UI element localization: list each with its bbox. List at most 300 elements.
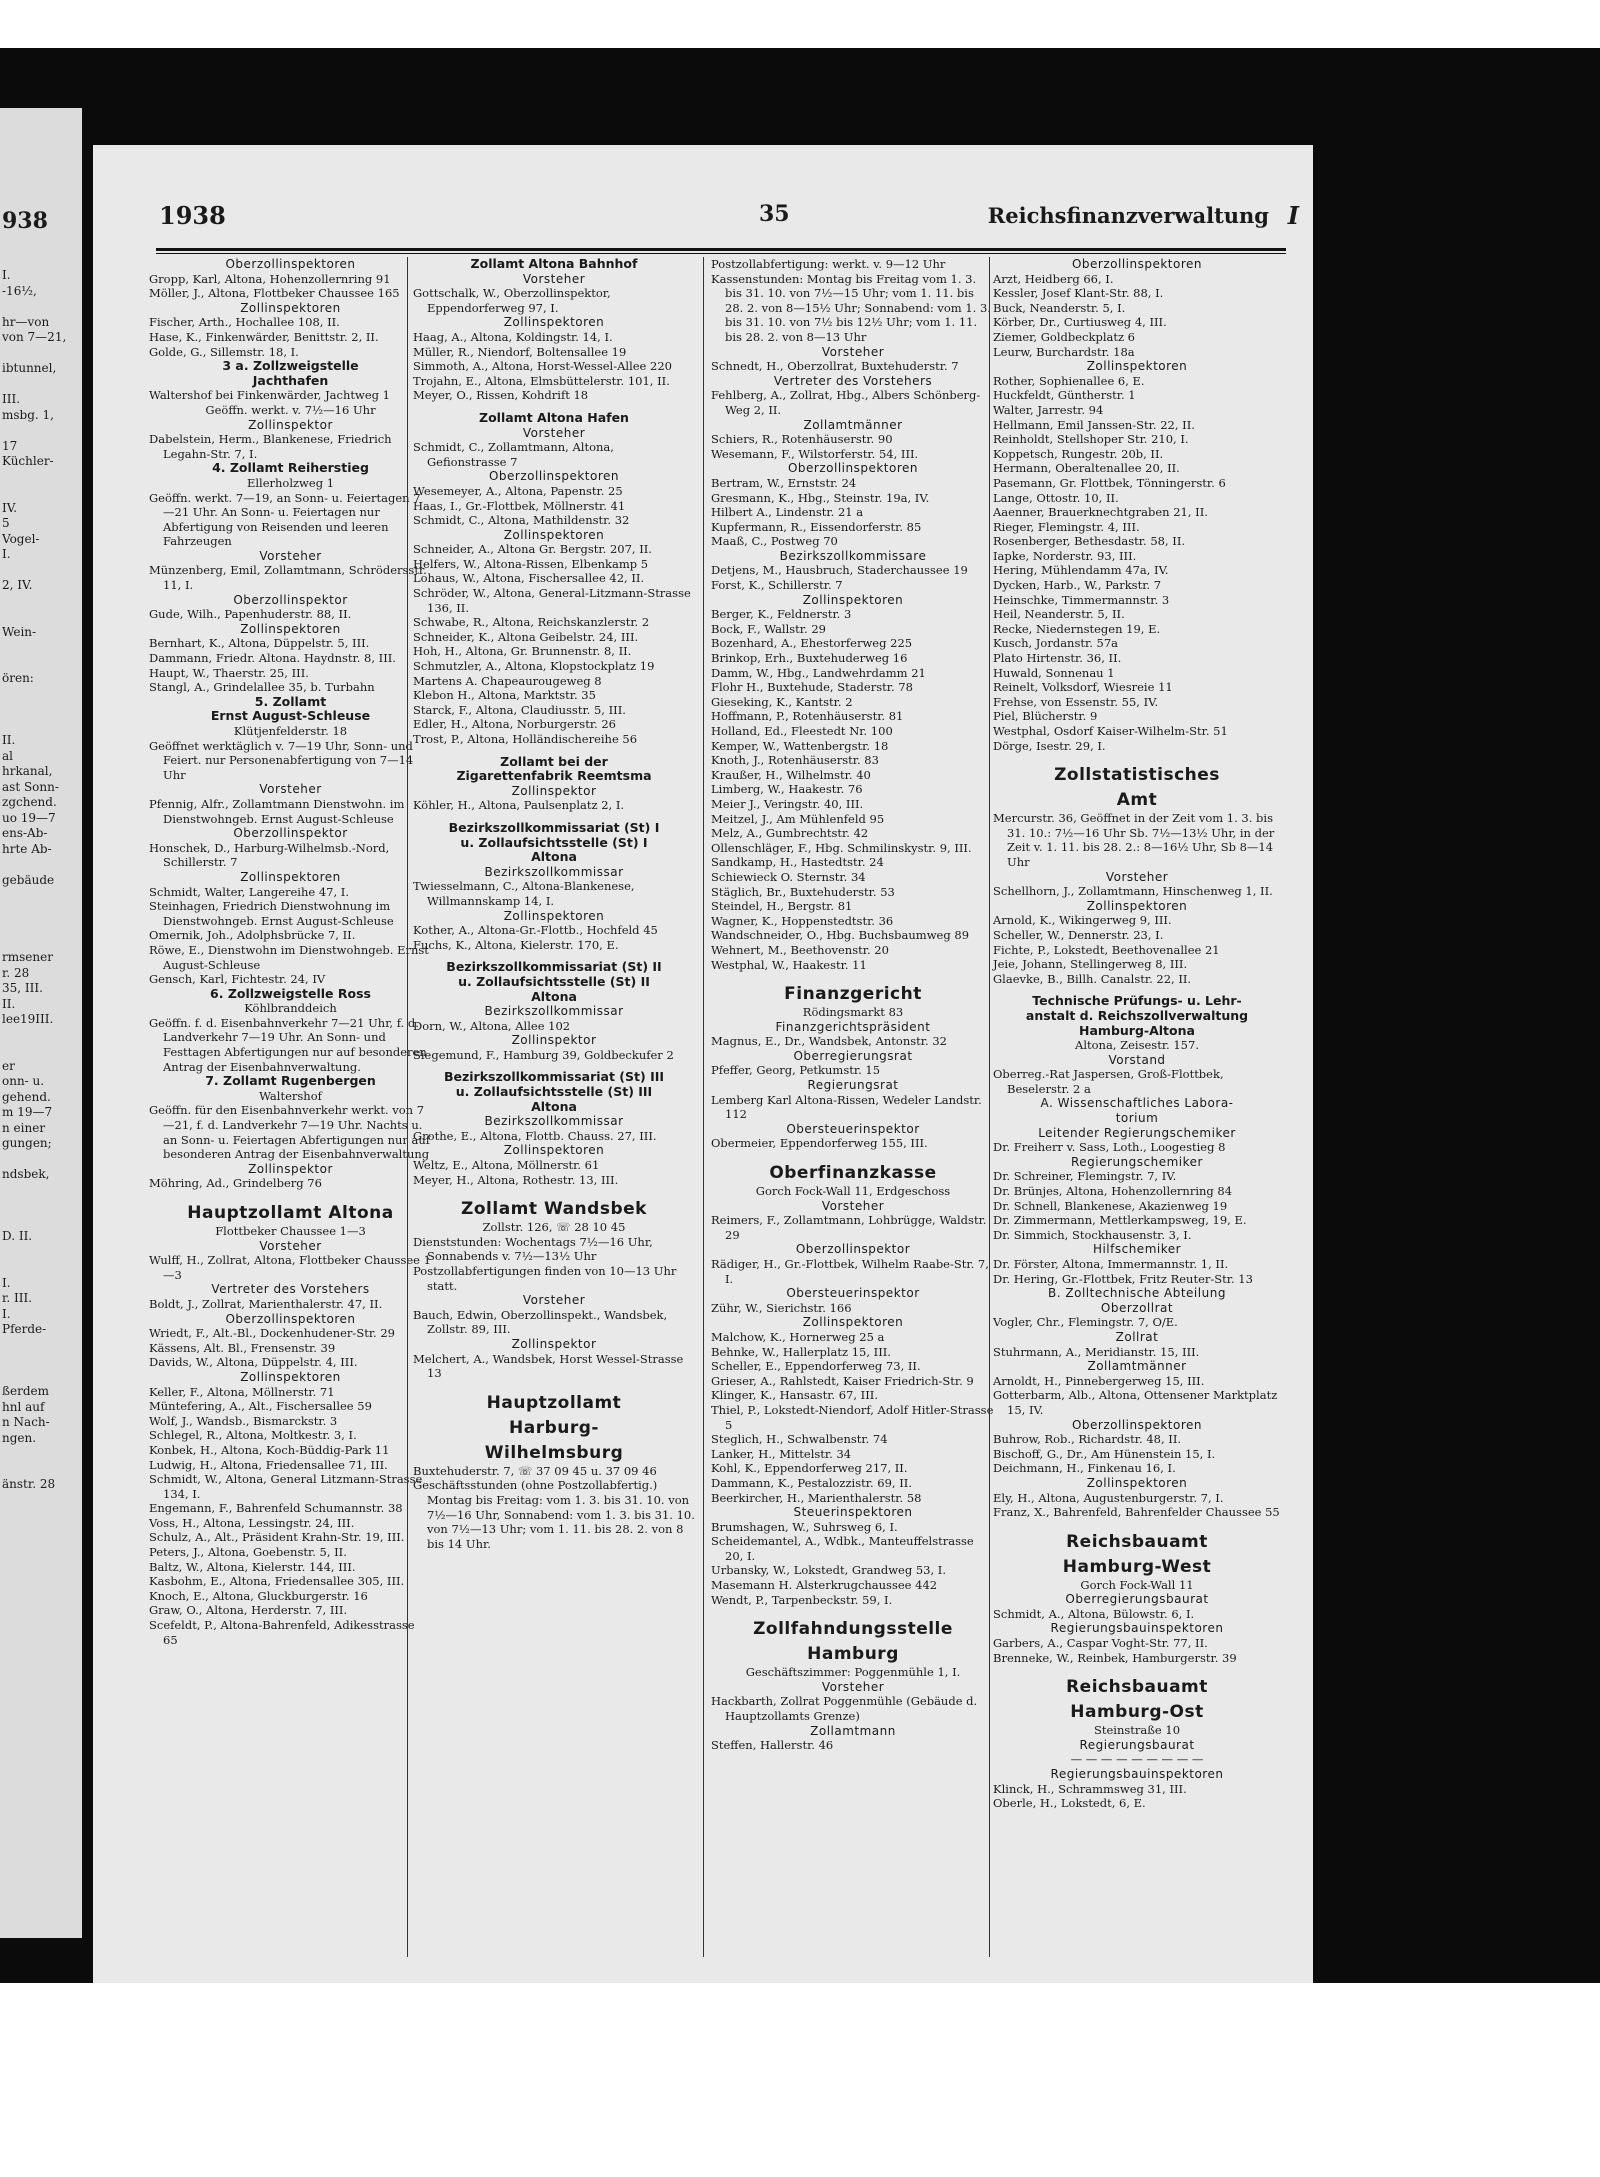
office-address: Geöffn. werkt. v. 7½—16 Uhr [205,402,376,417]
directory-entry: Walter, Jarrestr. 94 [993,402,1104,417]
left-page-line: Vogel- [2,531,40,546]
directory-entry: Schmutzler, A., Altona, Klopstockplatz 19 [413,659,655,674]
directory-entry: Weltz, E., Altona, Möllnerstr. 61 [413,1158,600,1173]
directory-entry: Jeie, Johann, Stellingerweg 8, III. [993,957,1188,972]
left-page-line: I. [2,1306,11,1321]
section-heading: Vertreter des Vorstehers [773,373,933,388]
directory-entry: Meyer, H., Altona, Rothestr. 13, III. [413,1172,619,1187]
left-page-line: 5 [2,516,10,530]
directory-entry: Brenneke, W., Reinbek, Hamburgerstr. 39 [993,1650,1237,1665]
directory-entry: Westphal, Osdorf Kaiser-Wilhelm-Str. 51 [993,724,1228,738]
section-heading: Obersteuerinspektor [786,1286,920,1301]
directory-entry: Dr. Schnell, Blankenese, Akazienweg 19 [993,1198,1228,1213]
section-heading: Bezirkszollkommissar [484,1004,624,1019]
directory-entry: Dr. Hering, Gr.-Flottbek, Fritz Reuter-Str. 13 [993,1271,1253,1286]
section-heading: Vorsteher [259,782,322,797]
directory-entry: Schellhorn, J., Zollamtmann, Hinschenweg 1, II. [993,884,1273,899]
column-divider [989,257,990,1957]
directory-entry: Schmidt, Walter, Langereihe 47, I. [149,884,349,899]
section-heading: A. Wissenschaftliches Labora- [1040,1096,1234,1111]
directory-entry: Haas, I., Gr.-Flottbek, Möllnerstr. 41 [413,498,626,513]
directory-entry: Grieser, A., Rahlstedt, Kaiser Friedrich-Str. 9 [711,1373,974,1388]
office-heading: anstalt d. Reichszollverwaltung [1025,1007,1249,1023]
section-spacer [711,972,995,980]
directory-entry: Pfeffer, Georg, Petkumstr. 15 [711,1063,881,1078]
directory-entry: Martens A. Chapeaurougeweg 8 [413,673,602,688]
directory-entry: Omernik, Joh., Adolphsbrücke 7, II. [149,928,356,943]
authority-heading: Amt [1116,790,1158,811]
header-rule-thin [156,253,1286,254]
left-page-line: lee19III. [2,1012,54,1026]
section-heading: Vorsteher [1105,869,1169,884]
left-page-line [2,1462,80,1478]
directory-entry: Lange, Ottostr. 10, II. [993,490,1119,505]
office-heading: 4. Zollamt Reiherstieg [212,460,369,476]
directory-entry: Gottschalk, W., Oberzollinspektor, Eppendorferweg 97, I. [413,286,611,315]
directory-entry: Bertram, W., Ernststr. 24 [711,475,857,490]
directory-entry: Berger, K., Feldnerstr. 3 [711,607,852,622]
directory-entry: Frehse, von Essenstr. 55, IV. [993,694,1159,709]
directory-entry: Rädiger, H., Gr.-Flottbek, Wilhelm Raabe-Str. 7, I. [711,1257,989,1286]
header-page-number: 35 [759,201,790,227]
directory-entry: Schmidt, A., Altona, Bülowstr. 6, I. [993,1606,1195,1621]
directory-entry: Aaenner, Brauerknechtgraben 21, II. [993,505,1208,520]
directory-entry: Haupt, W., Thaerstr. 25, III. [149,665,309,680]
directory-entry: Vogler, Chr., Flemingstr. 7, O/E. [993,1315,1178,1330]
directory-entry: Bernhart, K., Altona, Düppelstr. 5, III. [149,636,370,651]
header-rule [156,248,1286,251]
directory-entry: Trost, P., Altona, Holländischereihe 56 [413,732,638,746]
left-page-line: onn- u. [2,1074,45,1088]
section-heading: Oberzollinspektor [795,1242,911,1257]
office-heading: Zollamt Altona Bahnhof [470,256,638,271]
section-heading: Oberzollinspektoren [488,469,620,484]
authority-heading: Hamburg-West [1062,1556,1212,1577]
directory-entry: Kessler, Josef Klant-Str. 88, I. [993,286,1164,301]
left-page-line [2,1214,80,1230]
directory-entry: Müller, R., Niendorf, Boltensallee 19 [413,344,627,359]
section-heading: Oberzollinspektoren [225,257,356,271]
section-heading: Oberzollinspektoren [1071,257,1203,271]
directory-entry: Keller, F., Altona, Möllnerstr. 71 [149,1384,335,1399]
section-spacer [993,1520,1281,1528]
left-page-line [2,609,80,625]
directory-entry: Koppetsch, Rungestr. 20b, II. [993,446,1164,461]
left-page-line [2,640,80,656]
office-heading: Zollamt bei der [500,753,608,769]
office-address: Köhlbranddeich [244,1001,337,1016]
directory-entry: Hilbert A., Lindenstr. 21 a [711,505,864,520]
directory-entry: Schnedt, H., Oberzollrat, Buxtehuderstr. 7 [711,359,959,374]
directory-entry: Dr. Förster, Altona, Immermannstr. 1, II. [993,1257,1229,1271]
section-heading: Oberzollinspektoren [787,461,919,476]
section-spacer [993,1665,1281,1673]
left-page-line [2,888,80,904]
directory-entry: Gude, Wilh., Papenhuderstr. 88, II. [149,607,352,622]
column-2 [413,257,695,1551]
left-page-line: Pferde- [2,1322,47,1336]
directory-entry: Wehnert, M., Beethovenstr. 20 [711,942,889,957]
section-heading: Vorsteher [259,1238,322,1253]
directory-entry: Brumshagen, W., Suhrsweg 6, I. [711,1519,898,1534]
section-heading: Oberregierungsrat [793,1048,913,1063]
left-page-line: r. 28 [2,965,30,980]
column-3 [711,257,995,1753]
office-address: Ellerholzweg 1 [246,475,335,490]
left-page-line [2,423,80,439]
left-page-line: msbg. 1, [2,407,54,422]
directory-entry: Haag, A., Altona, Koldingstr. 14, I. [413,329,613,344]
directory-page [93,145,1313,1983]
office-heading: 7. Zollamt Rugenbergen [205,1073,376,1089]
section-spacer [993,753,1281,761]
section-heading: Regierungschemiker [1071,1154,1203,1169]
left-page-line [2,1338,80,1354]
directory-entry: Schiers, R., Rotenhäuserstr. 90 [711,432,893,447]
directory-entry: Recke, Niedernstegen 19, E. [993,621,1161,636]
left-page-line [2,1028,80,1044]
section-heading: Bezirkszollkommissar [484,864,624,879]
left-page-line [2,377,80,393]
left-page-line: n einer [2,1120,46,1135]
left-page-line: r. III. [2,1291,33,1305]
section-heading: Zollinspektoren [503,315,605,330]
page-header [159,201,1313,231]
section-spacer [413,1187,695,1195]
section-heading: Vertreter des Vorstehers [211,1282,370,1297]
section-heading: Oberzollinspektor [233,592,348,607]
directory-entry: Körber, Dr., Curtiusweg 4, III. [993,315,1167,330]
scan-background [0,48,1600,1983]
directory-entry: Gotterbarm, Alb., Altona, Ottensener Marktplatz 15, IV. [993,1388,1278,1417]
left-page-line: -16½, [2,283,37,298]
directory-entry: Klebon H., Altona, Marktstr. 35 [413,688,596,703]
section-heading: Bezirkszollkommissare [779,548,927,563]
section-heading: Bezirkszollkommissar [484,1114,624,1129]
directory-entry: Steinhagen, Friedrich Dienstwohnung im Dienstwohngeb. Ernst August-Schleuse [149,899,394,928]
left-page-line [2,718,80,734]
left-page-line [2,563,80,579]
left-page-line: D. II. [2,1229,33,1243]
section-heading: Vorsteher [821,1198,885,1213]
header-letter: I [1287,201,1299,230]
directory-entry: Bozenhard, A., Ehestorferweg 225 [711,636,913,651]
section-heading: Vorsteher [522,271,586,286]
authority-heading: Hamburg [807,1644,899,1665]
section-heading: Zollinspektoren [503,527,605,542]
section-heading: Regierungsbaurat [1079,1737,1195,1752]
directory-entry: Heinschke, Timmermannstr. 3 [993,592,1170,607]
section-heading: Vorsteher [821,1679,885,1694]
directory-entry: Melchert, A., Wandsbek, Horst Wessel-Strasse 13 [413,1351,684,1381]
directory-entry: Möller, J., Altona, Flottbeker Chaussee 165 [149,286,400,301]
directory-entry: Wesemeyer, A., Altona, Papenstr. 25 [413,483,623,498]
section-heading: Oberzollinspektor [233,826,348,841]
left-page-line: 2, IV. [2,578,33,592]
directory-entry: Twiesselmann, C., Altona-Blankenese, Willmannskamp 14, I. [413,879,635,908]
directory-entry: Buhrow, Rob., Richardstr. 48, II. [993,1432,1182,1447]
office-address: Gorch Fock-Wall 11 [1080,1577,1194,1592]
section-heading: Zollinspektoren [1086,898,1188,913]
section-heading: Regierungsbauinspektoren [1050,1621,1224,1636]
directory-entry: Gensch, Karl, Fichtestr. 24, IV [149,972,326,987]
directory-entry: Dorn, W., Altona, Allee 102 [413,1018,571,1033]
directory-entry: Peters, J., Altona, Goebenstr. 5, II. [149,1545,347,1560]
directory-entry: Schmidt, W., Altona, General Litzmann-Strasse 134, I. [149,1472,423,1501]
directory-entry: Glaevke, B., Billh. Canalstr. 22, II. [993,971,1192,986]
section-heading: Zollinspektor [511,1033,597,1048]
office-heading: Bezirkszollkommissariat (St) III [443,1069,665,1085]
directory-entry: Brinkop, Erh., Buxtehuderweg 16 [711,651,908,666]
section-heading: Vorsteher [522,1293,586,1308]
directory-entry: Stangl, A., Grindelallee 35, b. Turbahn [149,680,375,695]
directory-entry: Gieseking, K., Kantstr. 2 [711,694,853,709]
directory-entry: Münzenberg, Emil, Zollamtmann, Schrödersstr. 11, I. [149,563,427,593]
office-heading: u. Zollaufsichtsstelle (St) I [460,834,648,850]
authority-heading: Harburg- [509,1417,599,1438]
left-page-line: hrte Ab- [2,841,52,856]
directory-entry: Ollenschläger, F., Hbg. Schmilinskystr. 9, III. [711,840,972,855]
section-heading: Zollinspektoren [503,1143,605,1158]
directory-entry: Rieger, Flemingstr. 4, III. [993,519,1140,534]
left-page-line [2,1183,80,1199]
left-page-line: m 19—7 [2,1105,53,1119]
authority-heading: Oberfinanzkasse [769,1163,937,1184]
directory-entry: Gropp, Karl, Altona, Hohenzollernring 91 [149,271,391,286]
left-page-line: 35, III. [2,981,43,995]
directory-entry: Wandschneider, O., Hbg. Buchsbaumweg 89 [711,928,970,943]
directory-entry: Leurw, Burchardstr. 18a [993,344,1135,359]
left-page-line: ibtunnel, [2,361,57,375]
directory-entry: Magnus, E., Dr., Wandsbek, Antonstr. 32 [711,1034,947,1049]
left-page-line: al [2,748,13,763]
section-heading: Obersteuerinspektor [786,1121,920,1136]
left-page-line: ngen. [2,1430,37,1445]
section-spacer [711,1151,995,1159]
directory-entry: Reinholdt, Stellshoper Str. 210, I. [993,432,1189,447]
directory-entry: Dammann, K., Pestalozzistr. 69, II. [711,1475,912,1490]
left-page-line: er [2,1058,15,1073]
directory-entry: Maaß, C., Postweg 70 [711,534,838,549]
left-page-line: rmsener [2,950,53,964]
office-address: — — — — — — — — — [1070,1752,1204,1767]
directory-entry: Dycken, Harb., W., Parkstr. 7 [993,578,1162,593]
directory-entry: Ludwig, H., Altona, Friedensallee 71, III. [149,1457,388,1472]
office-heading: u. Zollaufsichtsstelle (St) II [458,973,650,989]
section-heading: Oberzollinspektoren [1071,1417,1203,1432]
section-heading: Oberregierungsbaurat [1065,1592,1209,1607]
directory-entry: Pasemann, Gr. Flottbek, Tönningerstr. 6 [993,475,1226,490]
office-heading: u. Zollaufsichtsstelle (St) III [455,1084,653,1100]
left-page-line [2,299,80,315]
directory-entry: Arnold, K., Wikingerweg 9, III. [993,913,1172,928]
left-page-line: III. [2,392,21,406]
left-page-line [2,1446,80,1462]
section-heading: Zollinspektoren [1086,359,1188,374]
directory-entry: Sandkamp, H., Hastedtstr. 24 [711,855,884,870]
directory-entry: Obermeier, Eppendorferweg 155, III. [711,1136,928,1151]
directory-entry: Helfers, W., Altona-Rissen, Elbenkamp 5 [413,556,649,571]
directory-entry: Honschek, D., Harburg-Wilhelmsb.-Nord, Schillerstr. 7 [149,840,390,870]
directory-entry: Lohaus, W., Altona, Fischersallee 42, II. [413,571,645,586]
directory-entry: Mercurstr. 36, Geöffnet in der Zeit vom 1. 3. bis 31. 10.: 7½—16 Uhr Sb. 7½—13½ Uhr, in der Zeit v. 1. 11. bis 28. 2.: 8—16½ Uhr, Sb 8—14 Uhr [993,811,1275,869]
directory-entry: Bischoff, G., Dr., Am Hünenstein 15, I. [993,1446,1216,1461]
authority-heading: Hamburg-Ost [1070,1702,1204,1723]
section-heading: Zollinspektoren [802,592,904,607]
authority-heading: Zollstatistisches [1054,765,1220,786]
directory-entry: Dabelstein, Herm., Blankenese, Friedrich Legahn-Str. 7, I. [149,432,392,461]
directory-entry: Schröder, W., Altona, General-Litzmann-Strasse 136, II. [413,586,691,615]
section-heading: Oberzollrat [1100,1300,1174,1315]
directory-entry: Schwabe, R., Altona, Reichskanzlerstr. 2 [413,615,650,630]
directory-entry: Kemper, W., Wattenbergstr. 18 [711,738,889,753]
left-page-line [2,687,80,703]
left-page-line [2,935,80,951]
directory-entry: Grothe, E., Altona, Flottb. Chauss. 27, III. [413,1128,657,1143]
section-heading: Vorsteher [821,344,885,359]
left-page-line: ast Sonn- [2,779,59,794]
directory-entry: Davids, W., Altona, Düppelstr. 4, III. [149,1355,358,1370]
section-heading: B. Zolltechnische Abteilung [1048,1286,1226,1301]
directory-entry: Scefeldt, P., Altona-Bahrenfeld, Adikesstrasse 65 [149,1618,415,1647]
section-heading: Hilfschemiker [1092,1242,1182,1257]
directory-entry: Kässens, Alt. Bl., Frensenstr. 39 [149,1340,336,1355]
office-heading: Technische Prüfungs- u. Lehr- [1032,993,1242,1009]
office-address: Altona, Zeisestr. 157. [1075,1038,1199,1053]
directory-entry: Westphal, W., Haakestr. 11 [711,957,867,972]
office-heading: Zollamt Altona Hafen [479,409,629,425]
left-page-line: II. [2,733,16,747]
directory-entry: Garbers, A., Caspar Voght-Str. 77, II. [993,1636,1208,1651]
directory-entry: Engemann, F., Bahrenfeld Schumannstr. 38 [149,1501,403,1516]
left-page-line [2,857,80,873]
section-spacer [413,1381,695,1389]
section-heading: Zollinspektor [511,783,597,798]
directory-entry: Ziemer, Goldbeckplatz 6 [993,329,1136,344]
section-heading: Oberzollinspektoren [225,1311,356,1326]
section-heading: Vorsteher [259,548,322,563]
directory-entry: Baltz, W., Altona, Kielerstr. 144, III. [149,1559,356,1574]
directory-entry: Kohl, K., Eppendorferweg 217, II. [711,1461,908,1476]
directory-entry: Kother, A., Altona-Gr.-Flottb., Hochfeld 45 [413,923,658,938]
directory-entry: Simmoth, A., Altona, Horst-Wessel-Allee 220 [413,359,672,374]
directory-entry: Schiewieck O. Sternstr. 34 [711,869,866,884]
left-page-line: 17 [2,438,18,453]
left-page-lines [2,268,80,1493]
office-address: Klütjenfelderstr. 18 [233,724,348,738]
section-heading: Zollinspektoren [802,1315,904,1330]
directory-entry: Dr. Zimmermann, Mettlerkampsweg, 19, E. [993,1213,1247,1228]
directory-entry: Schulz, A., Alt., Präsident Krahn-Str. 19, III. [149,1530,405,1545]
directory-entry: Reinelt, Volksdorf, Wiesreie 11 [993,680,1173,695]
authority-heading: Hauptzollamt [486,1392,622,1413]
directory-entry: Ely, H., Altona, Augustenburgerstr. 7, I. [993,1490,1224,1505]
directory-entry: Fuchs, K., Altona, Kielerstr. 170, E. [413,937,619,952]
left-page-line: zgchend. [2,795,57,809]
section-heading: Zollamtmänner [803,417,903,432]
directory-entry: Thiel, P., Lokstedt-Niendorf, Adolf Hitler-Strasse 5 [711,1402,994,1432]
directory-entry: Postzollabfertigung: werkt. v. 9—12 Uhr [711,257,946,271]
left-page-line: Wein- [2,624,37,639]
office-heading: Altona [531,988,577,1004]
section-heading: Zollinspektoren [240,1369,341,1384]
left-page-line: I. [2,1275,11,1290]
directory-entry: Bock, F., Wallstr. 29 [711,621,826,636]
directory-entry: Dammann, Friedr. Altona. Haydnstr. 8, III. [149,651,396,666]
directory-entry: Dörge, Isestr. 29, I. [993,738,1106,753]
directory-entry: Forst, K., Schillerstr. 7 [711,578,843,593]
header-year: 1938 [159,201,226,230]
directory-entry: Klinger, K., Hansastr. 67, III. [711,1388,878,1403]
directory-entry: Geschäftsstunden (ohne Postzollabfertig.) Montag bis Freitag: vom 1. 3. bis 31. 10. von 7½—16 Uhr, Sonnabend: vom 1. 3. bis 31. 10. von 7½—13 Uhr; vom 1. 11. bis 28. 2. von 8 bis 14 Uhr. [413,1478,695,1551]
directory-entry: Fischer, Arth., Hochallee 108, II. [149,315,340,330]
directory-entry: Golde, G., Sillemstr. 18, I. [149,344,299,359]
section-heading: torium [1115,1111,1159,1126]
directory-entry: Starck, F., Altona, Claudiusstr. 5, III. [413,702,626,717]
authority-heading: Reichsbauamt [1066,1531,1208,1552]
directory-entry: Malchow, K., Hornerweg 25 a [711,1329,885,1344]
directory-entry: Wriedt, F., Alt.-Bl., Dockenhudener-Str. 29 [149,1326,395,1341]
authority-heading: Finanzgericht [784,984,922,1005]
directory-entry: Wagner, K., Hoppenstedtstr. 36 [711,913,894,928]
section-heading: Zollinspektoren [240,300,341,315]
directory-entry: Stäglich, Br., Buxtehuderstr. 53 [711,884,895,899]
header-title: Reichsfinanzverwaltung [987,203,1269,228]
directory-entry: Lemberg Karl Altona-Rissen, Wedeler Landstr. 112 [711,1092,982,1122]
directory-entry: Plato Hirtenstr. 36, II. [993,651,1122,666]
directory-entry: Meitzel, J., Am Mühlenfeld 95 [711,811,885,826]
column-divider [703,257,704,1957]
office-heading: Altona [531,849,577,865]
section-heading: Steuerinspektoren [793,1505,913,1520]
office-heading: Hamburg-Altona [1079,1022,1195,1038]
directory-entry: Scheidemantel, A., Wdbk., Manteuffelstrasse 20, I. [711,1534,974,1563]
office-heading: Zigarettenfabrik Reemtsma [456,768,652,784]
directory-entry: Reimers, F., Zollamtmann, Lohbrügge, Waldstr. 29 [711,1213,987,1242]
left-page-line: von 7—21, [2,330,67,344]
directory-entry: Schneider, K., Altona Geibelstr. 24, III. [413,629,639,644]
directory-entry: Köhler, H., Altona, Paulsenplatz 2, I. [413,798,625,813]
directory-entry: Hase, K., Finkenwärder, Benittstr. 2, II. [149,329,379,344]
office-address: Rödingsmarkt 83 [802,1005,904,1020]
authority-heading: Hauptzollamt Altona [187,1203,394,1223]
directory-entry: Holland, Ed., Fleestedt Nr. 100 [711,724,893,738]
directory-entry: Flohr H., Buxtehude, Staderstr. 78 [711,680,913,695]
section-heading: Regierungsbauinspektoren [1050,1767,1224,1782]
section-heading: Regierungsrat [807,1078,899,1093]
directory-entry: Scheller, W., Dennerstr. 23, I. [993,927,1164,942]
directory-entry: Buxtehuderstr. 7, ☏ 37 09 45 u. 37 09 46 [413,1463,657,1478]
office-heading: 5. Zollamt [254,693,327,709]
authority-heading: Reichsbauamt [1066,1677,1208,1698]
directory-entry: Dienststunden: Wochentags 7½—16 Uhr, Sonnabends v. 7½—13½ Uhr [413,1234,653,1264]
left-page-line [2,656,80,672]
authority-heading: Wilhelmsburg [484,1442,624,1463]
office-heading: Bezirkszollkommissariat (St) I [448,819,660,835]
left-page-line [2,919,80,935]
section-spacer [149,1191,432,1199]
directory-entry: Dr. Simmich, Stockhausenstr. 3, I. [993,1227,1192,1242]
directory-entry: Melz, A., Gumbrechtstr. 42 [711,826,869,841]
directory-entry: Huwald, Sonnenau 1 [993,665,1115,680]
directory-entry: Limberg, W., Haakestr. 76 [711,782,863,797]
section-heading: Zollinspektor [248,417,333,432]
section-heading: Zollinspektor [511,1336,597,1351]
directory-entry: Rother, Sophienallee 6, E. [993,373,1145,388]
directory-entry: Hellmann, Emil Janssen-Str. 22, II. [993,417,1195,432]
left-page-line: hr—von [2,314,50,329]
directory-entry: Geöffnet werktäglich v. 7—19 Uhr, Sonn- und Feiert. nur Personenabfertigung von 7—14 Uhr [149,738,414,782]
